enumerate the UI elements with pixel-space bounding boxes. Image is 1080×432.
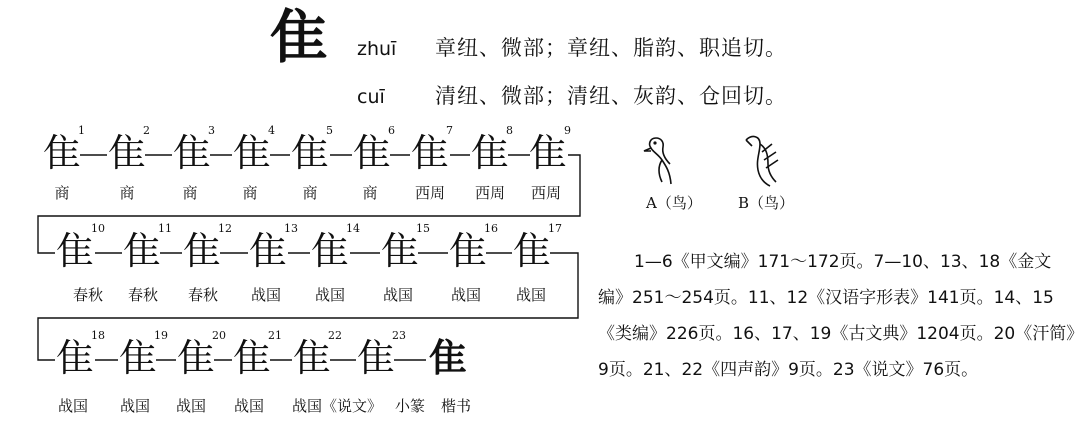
glyph-char: 隹 <box>512 229 551 273</box>
glyph-form-17 <box>512 222 562 282</box>
glyph-form-13 <box>248 222 298 282</box>
glyph-number: 17 <box>548 222 562 235</box>
pinyin-1: zhuī <box>357 38 397 60</box>
period-label: 战国 <box>250 286 282 304</box>
glyph-form-3 <box>172 124 215 184</box>
period-label: 战国《说文》 <box>291 397 383 415</box>
glyph-number: 6 <box>388 124 395 137</box>
glyph-number: 12 <box>218 222 232 235</box>
period-label: 商 <box>302 184 318 202</box>
period-label: 春秋 <box>127 286 159 304</box>
glyph-number: 21 <box>268 329 282 342</box>
period-label: 商 <box>182 184 198 202</box>
reading-description-1: 章纽、微部；章纽、脂韵、职追切。 <box>435 36 787 60</box>
glyph-char: 隹 <box>528 131 567 175</box>
period-label: 西周 <box>414 184 446 202</box>
glyph-form-6 <box>352 124 395 184</box>
glyph-number: 11 <box>158 222 172 235</box>
glyph-form-19 <box>118 329 168 389</box>
pinyin-2: cuī <box>357 86 385 108</box>
glyph-number: 19 <box>154 329 168 342</box>
glyph-number: 1 <box>78 124 85 137</box>
period-label: 楷书 <box>440 397 472 415</box>
glyph-form-14 <box>310 222 360 282</box>
glyph-number: 2 <box>143 124 150 137</box>
glyph-number: 4 <box>268 124 275 137</box>
glyph-number: 10 <box>91 222 105 235</box>
glyph-char: 隹 <box>290 131 329 175</box>
glyph-form-12 <box>182 222 232 282</box>
period-label: 商 <box>119 184 135 202</box>
glyph-char: 隹 <box>42 131 81 175</box>
period-label: 商 <box>54 184 70 202</box>
bird-b-pictograph <box>738 130 786 190</box>
glyph-form-1 <box>42 124 85 184</box>
period-label: 战国 <box>233 397 265 415</box>
glyph-number: 20 <box>212 329 226 342</box>
glyph-char: 隹 <box>172 131 211 175</box>
glyph-number: 5 <box>326 124 333 137</box>
bird-b-label: B（鸟） <box>738 194 795 212</box>
period-label: 西周 <box>474 184 506 202</box>
period-label: 小篆 <box>394 397 426 415</box>
glyph-number: 23 <box>392 329 406 342</box>
glyph-form-11 <box>122 222 172 282</box>
source-notes <box>598 244 1076 388</box>
glyph-form-18 <box>55 329 105 389</box>
bird-a-pictograph <box>640 132 684 188</box>
period-label: 战国 <box>175 397 207 415</box>
period-label: 战国 <box>515 286 547 304</box>
glyph-form-7 <box>410 124 453 184</box>
head-character: 隹 <box>270 3 329 71</box>
glyph-char: 隹 <box>55 229 94 273</box>
glyph-form-9 <box>528 124 571 184</box>
glyph-number: 16 <box>484 222 498 235</box>
glyph-char: 隹 <box>182 229 221 273</box>
glyph-form-21 <box>232 329 282 389</box>
glyph-char: 隹 <box>232 131 271 175</box>
glyph-char: 隹 <box>356 336 395 380</box>
reading-description-2: 清纽、微部；清纽、灰韵、仓回切。 <box>435 84 787 108</box>
glyph-form-22 <box>292 329 342 389</box>
glyph-char: 隹 <box>55 336 94 380</box>
glyph-form-15 <box>380 222 430 282</box>
period-label: 商 <box>362 184 378 202</box>
glyph-number: 13 <box>284 222 298 235</box>
bird-a-label: A（鸟） <box>646 194 702 212</box>
glyph-char: 隹 <box>410 131 449 175</box>
glyph-form-5 <box>290 124 333 184</box>
glyph-form-8 <box>470 124 513 184</box>
glyph-number: 14 <box>346 222 360 235</box>
period-label: 商 <box>242 184 258 202</box>
glyph-form-2 <box>107 124 150 184</box>
glyph-char: 隹 <box>248 229 287 273</box>
period-label: 战国 <box>450 286 482 304</box>
source-notes-text: 1—6《甲文编》171～172页。7—10、13、18《金文编》251～254页。11、12《汉语字形表》141页。14、15《类编》226页。16、17、19《古文典》1204页。20《汗简》9页。21、22《四声韵》9页。23《说文》76页。 <box>598 252 1075 380</box>
glyph-number: 22 <box>328 329 342 342</box>
glyph-char: 隹 <box>292 336 331 380</box>
period-label: 西周 <box>530 184 562 202</box>
period-label: 战国 <box>57 397 89 415</box>
glyph-number: 3 <box>208 124 215 137</box>
glyph-number: 18 <box>91 329 105 342</box>
glyph-form-4 <box>232 124 275 184</box>
glyph-char: 隹 <box>118 336 157 380</box>
period-label: 战国 <box>314 286 346 304</box>
glyph-char: 隹 <box>352 131 391 175</box>
glyph-form-kaishu <box>428 333 468 389</box>
glyph-number: 8 <box>506 124 513 137</box>
glyph-char: 隹 <box>380 229 419 273</box>
period-label: 春秋 <box>187 286 219 304</box>
glyph-char: 隹 <box>428 336 467 380</box>
glyph-form-16 <box>448 222 498 282</box>
period-label: 春秋 <box>72 286 104 304</box>
glyph-number: 15 <box>416 222 430 235</box>
glyph-char: 隹 <box>470 131 509 175</box>
glyph-char: 隹 <box>107 131 146 175</box>
period-label: 战国 <box>119 397 151 415</box>
glyph-number: 7 <box>446 124 453 137</box>
glyph-form-10 <box>55 222 105 282</box>
glyph-char: 隹 <box>448 229 487 273</box>
glyph-char: 隹 <box>310 229 349 273</box>
glyph-char: 隹 <box>176 336 215 380</box>
period-label: 战国 <box>382 286 414 304</box>
glyph-char: 隹 <box>122 229 161 273</box>
glyph-form-23 <box>356 329 406 389</box>
glyph-char: 隹 <box>232 336 271 380</box>
glyph-number: 9 <box>564 124 571 137</box>
glyph-form-20 <box>176 329 226 389</box>
